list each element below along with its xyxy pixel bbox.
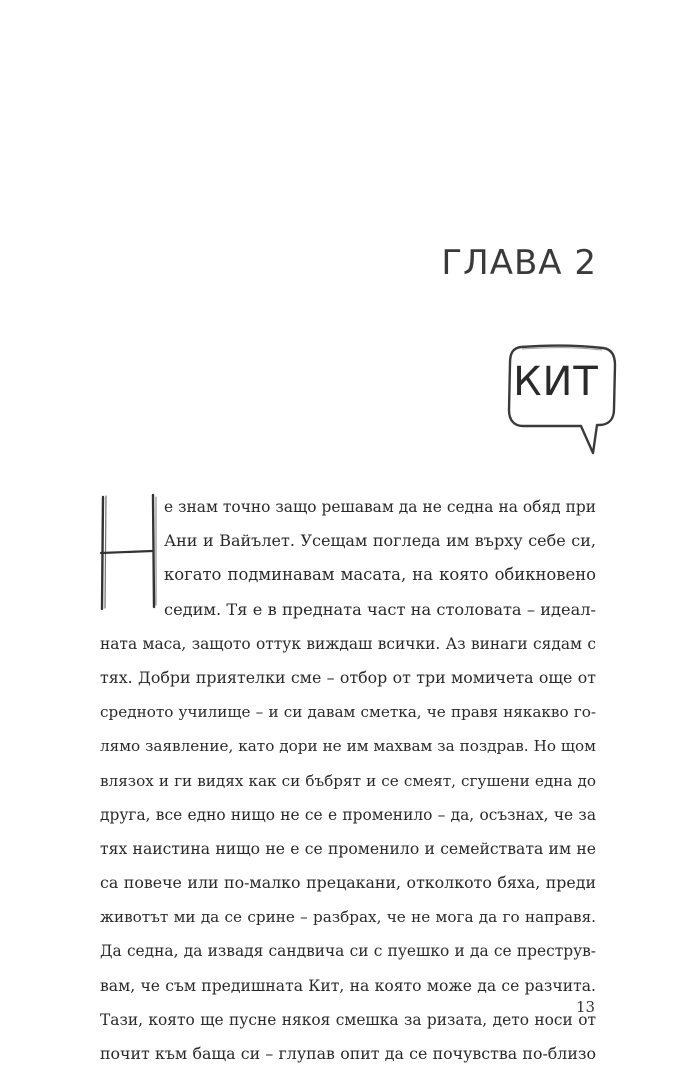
text-line: Ани и Вайълет. Усещам погледа им върху себе си, [164,531,596,551]
speaker-name: КИТ [513,359,599,405]
text-line: тях наистина нищо не е се променило и семействата им не [100,839,596,858]
chapter-heading: ГЛАВА 2 [441,243,597,283]
text-line: тях. Добри приятелки сме – отбор от три момичета още от [100,667,596,687]
text-line: средното училище – и си давам сметка, че правя някакво го- [100,703,596,722]
text-line: Да седна, да извадя сандвича си с пуешко и да се преструв- [100,942,596,961]
text-line: друга, все едно нищо не се е променило – да, осъзнах, че за [100,805,596,824]
text-line: седим. Тя е в предната част на столовата – идеал- [164,599,596,619]
text-line: са повече или по-малко прецакани, отколкото бяха, преди [100,873,596,893]
text-line: Тази, която ще пусне някоя смешка за ризата, дето носи от [100,1010,596,1029]
text-line: лямо заявление, като дори не им махвам за поздрав. Но щом [100,737,596,756]
text-line: животът ми да се срине – разбрах, че не мога да го направя. [100,908,596,927]
text-line: ната маса, защото оттук виждаш всички. Аз винаги сядам с [100,634,596,653]
page-number: 13 [576,998,596,1016]
text-line: почит към баща си – глупав опит да се почувства по-близо [100,1044,596,1063]
chapter-body-text [100,490,596,1071]
text-line: когато подминавам масата, на която обикновено [164,565,596,585]
text-line: е знам точно защо решавам да не седна на обяд при [164,498,596,516]
speaker-bubble [507,343,617,458]
text-line: влязох и ги видях как си бъбрят и се смеят, сгушени една до [100,771,596,790]
text-line: вам, че съм предишната Кит, на която може да се разчита. [100,976,596,995]
